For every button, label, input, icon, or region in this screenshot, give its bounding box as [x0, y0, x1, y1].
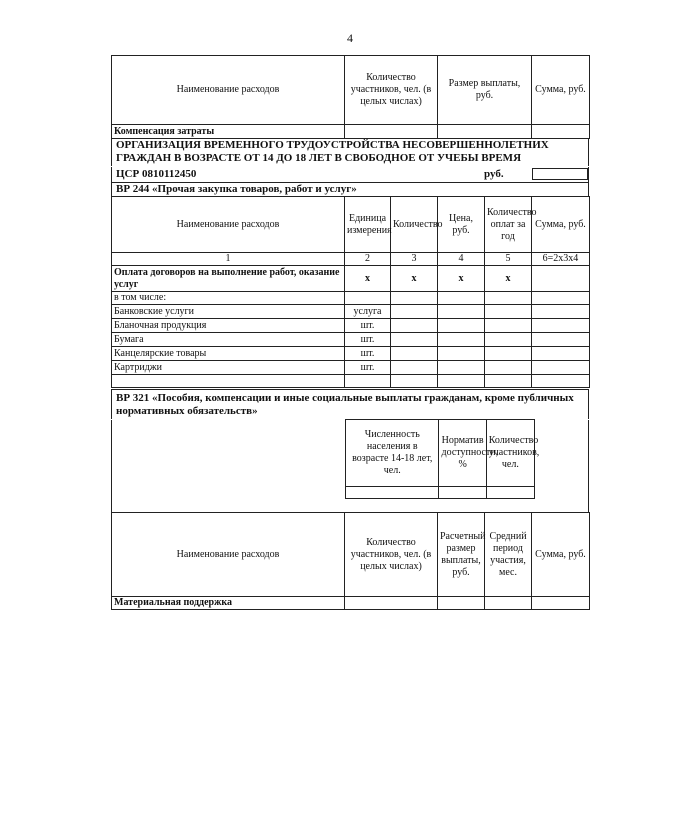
group-mark: х: [438, 266, 485, 292]
item-unit: шт.: [345, 319, 391, 333]
vr321-title: ВР 321 «Пособия, компенсации и иные социальные выплаты гражданам, кроме публичных нормативных обязательств»: [111, 389, 589, 419]
col-number: 2: [345, 253, 391, 266]
col-header-availability: Норматив доступности, %: [439, 420, 486, 487]
col-header-population: Численность населения в возрасте 14-18 лет, чел.: [346, 420, 439, 487]
item-unit: шт.: [345, 333, 391, 347]
item-unit: шт.: [345, 361, 391, 375]
col-number: 3: [391, 253, 438, 266]
col-number: 6=2х3х4: [532, 253, 590, 266]
table-row: [112, 305, 590, 319]
table-row: [112, 347, 590, 361]
section-title: ОРГАНИЗАЦИЯ ВРЕМЕННОГО ТРУДОУСТРОЙСТВА НЕСОВЕРШЕННОЛЕТНИХ ГРАЖДАН В ВОЗРАСТЕ ОТ 14 ДО 18 ЛЕТ В СВОБОДНОЕ ОТ УЧЕБЫ ВРЕМЯ: [111, 138, 589, 166]
col-header-payments: Количество оплат за год: [485, 197, 532, 253]
item-name: Банковские услуги: [112, 305, 345, 319]
col-header-name: Наименование расходов: [112, 197, 345, 253]
col-header-unit: Единица измерения: [345, 197, 391, 253]
table-row: [112, 319, 590, 333]
csr-row: [111, 167, 589, 182]
item-name: Канцелярские товары: [112, 347, 345, 361]
item-unit: шт.: [345, 347, 391, 361]
row-compensation-label: Компенсация затраты: [112, 125, 345, 139]
item-name: Бумага: [112, 333, 345, 347]
col-header-sum: Сумма, руб.: [532, 513, 590, 597]
col-header-quantity: Количество: [391, 197, 438, 253]
col-header-participants: Количество участников, чел. (в целых числах): [345, 513, 438, 597]
item-name: Бланочная продукция: [112, 319, 345, 333]
vr244-table: [111, 196, 589, 388]
vr244-title: ВР 244 «Прочая закупка товаров, работ и услуг»: [111, 182, 589, 197]
col-header-sum: Сумма, руб.: [532, 197, 590, 253]
csr-unit: руб.: [484, 168, 504, 180]
table-row: [112, 361, 590, 375]
col-header-payment: Размер выплаты, руб.: [438, 56, 532, 125]
population-table: [345, 419, 540, 499]
group-mark: х: [345, 266, 391, 292]
group-mark: х: [391, 266, 438, 292]
col-number: 4: [438, 253, 485, 266]
support-table: [111, 512, 589, 610]
csr-code: ЦСР 0810112450: [116, 168, 197, 180]
col-number: 1: [112, 253, 345, 266]
col-header-participants: Количество участников, чел. (в целых числах): [345, 56, 438, 125]
col-header-name: Наименование расходов: [112, 56, 345, 125]
col-header-price: Цена, руб.: [438, 197, 485, 253]
table-row: [112, 333, 590, 347]
compensation-table: [111, 55, 589, 139]
col-header-participants: Количество участников, чел.: [486, 420, 534, 487]
group-row-label: Оплата договоров на выполнение работ, оказание услуг: [112, 266, 345, 292]
col-header-sum: Сумма, руб.: [532, 56, 590, 125]
group-mark: х: [485, 266, 532, 292]
item-name: Картриджи: [112, 361, 345, 375]
col-header-period: Средний период участия, мес.: [485, 513, 532, 597]
subhead-label: в том числе:: [112, 292, 345, 305]
page-number: 4: [347, 31, 353, 45]
col-number: 5: [485, 253, 532, 266]
col-header-name: Наименование расходов: [112, 513, 345, 597]
item-unit: услуга: [345, 305, 391, 319]
row-support-label: Материальная поддержка: [112, 597, 345, 610]
csr-value-box: [532, 168, 588, 180]
col-header-payment: Расчетный размер выплаты, руб.: [438, 513, 485, 597]
